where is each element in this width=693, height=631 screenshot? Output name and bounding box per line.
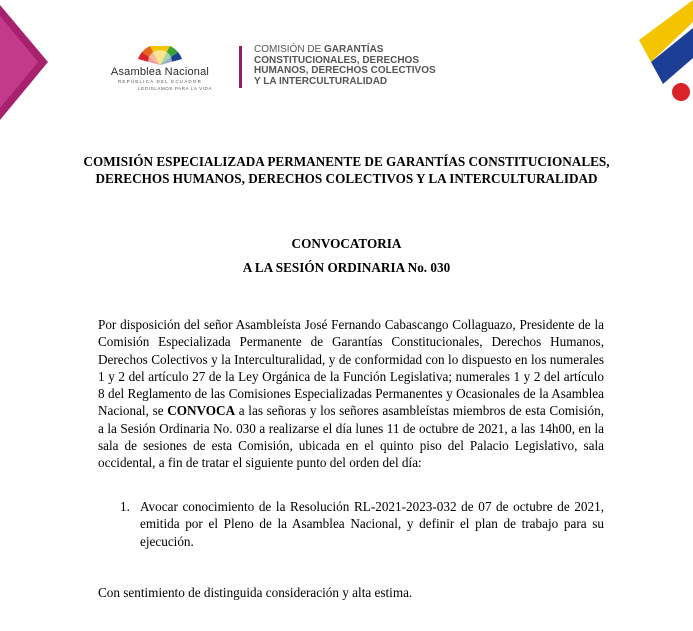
closing-line: Con sentimiento de distinguida consideración y alta estima. [98, 585, 413, 600]
agenda-item-text: Avocar conocimiento de la Resolución RL-2021-2023-032 de 07 de octubre de 2021, emitida por el Pleno de la Asamblea Nacional, y definir el plan de trabajo para su ejecución. [140, 499, 604, 549]
logo-divider [239, 46, 242, 88]
agenda-item [98, 498, 604, 550]
paragraph-text-start: Por disposición del señor Asambleísta José Fernando Cabascango Collaguazo, Presidente de la Comisión Especializada Permanente de Garantías Constitucionales, Derechos Humanos, Derechos Colectivos y la Interculturalidad, y de conformidad con lo dispuesto en los numerales 1 y 2 del artículo 27 de la Ley Orgánica de la Función Legislativa; numerales 1 y 2 del artículo 8 del Reglamento de las Comisiones Especializadas Permanentes y Ocasionales de la Asamblea Nacional, se [98, 317, 604, 419]
assembly-tagline: LEGISLAMOS PARA LA VIDA [138, 86, 212, 91]
commission-logo-text [254, 45, 494, 87]
paragraph-text-end: a las señoras y los señores asambleístas miembros de esta Comisión, a la Sesión Ordinaria No. 030 a realizarse el día lunes 11 de octubre de 2021, a las 14h00, en la sala de sesiones de esta Comisión, ubicada en el quinto piso del Palacio Legislativo, sala occidental, a fin de tratar el siguiente punto del orden del día: [98, 403, 604, 471]
corner-decoration-right [623, 0, 693, 105]
commission-name-line-2: CONSTITUCIONALES, DERECHOS [254, 54, 420, 66]
assembly-name: Asamblea Nacional [110, 66, 210, 78]
assembly-country: REPÚBLICA DEL ECUADOR [117, 79, 203, 84]
convoca-emphasis: CONVOCA [167, 403, 236, 419]
agenda-list [98, 498, 604, 550]
commission-name-line-3: HUMANOS, DERECHOS COLECTIVOS [254, 65, 436, 76]
convocation-paragraph [98, 316, 604, 472]
agenda-item-number: 1. [120, 499, 130, 514]
commission-prefix: COMISIÓN DE [254, 44, 322, 55]
convocatoria-heading: CONVOCATORIA [291, 236, 402, 251]
corner-decoration-left [0, 0, 60, 130]
commission-name-line-4: Y LA INTERCULTURALIDAD [254, 75, 388, 87]
session-heading: A LA SESIÓN ORDINARIA No. 030 [242, 260, 451, 275]
document-title: COMISIÓN ESPECIALIZADA PERMANENTE DE GARANTÍAS CONSTITUCIONALES, DERECHOS HUMANOS, DERECHOS COLECTIVOS Y LA INTERCULTURALIDAD [83, 154, 610, 186]
commission-name-line-1: GARANTÍAS [324, 44, 384, 55]
